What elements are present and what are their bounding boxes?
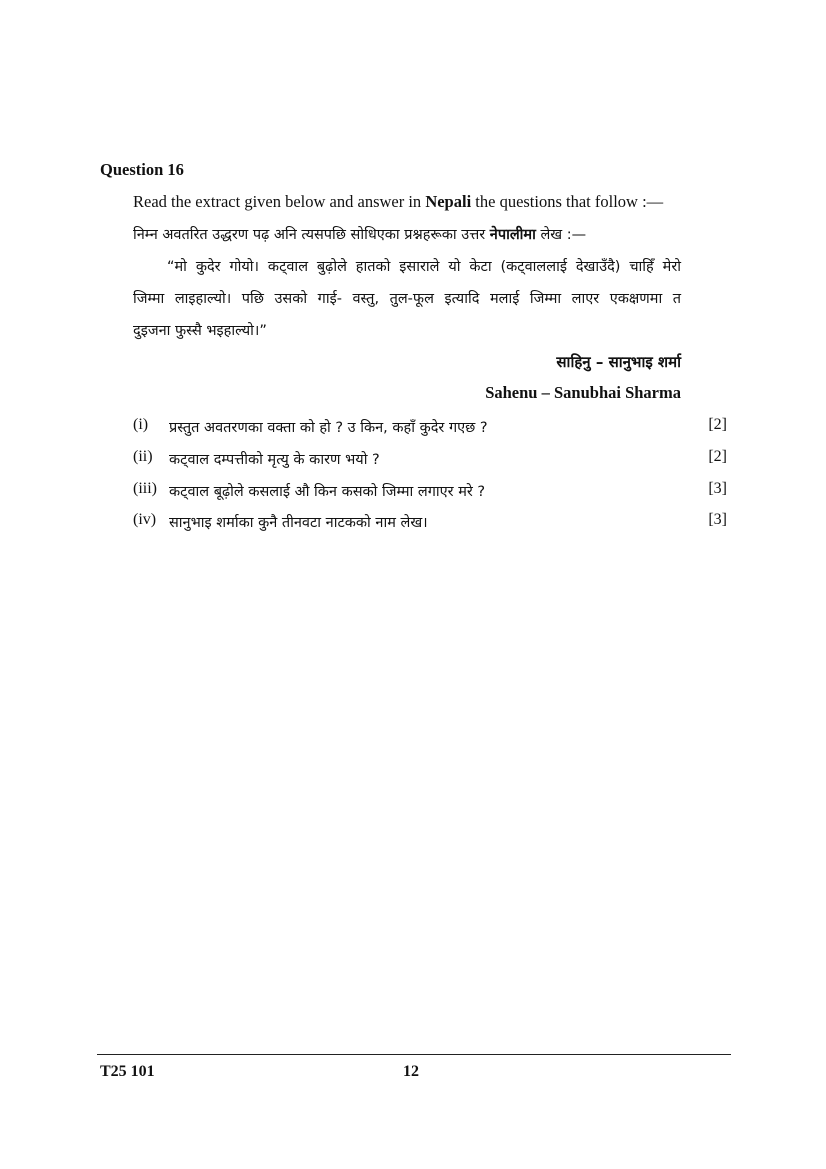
sub-question-marks: [3]	[708, 480, 727, 497]
source-attribution-english: Sahenu – Sanubhai Sharma	[485, 383, 681, 402]
extract-line-3: दुइजना फुस्सै भइहाल्यो।”	[133, 323, 267, 339]
instruction-nepali-emphasis: नेपालीमा	[489, 227, 536, 243]
sub-question-text: प्रस्तुत अवतरणका वक्ता को हो ? उ किन, कहाँ कुदेर गएछ ?	[169, 420, 488, 436]
instruction-nepali-tail: लेख :—	[535, 227, 587, 243]
sub-question	[133, 448, 727, 472]
source-attribution-nepali: साहिनु – सानुभाइ शर्मा	[556, 353, 681, 371]
sub-question-text: सानुभाइ शर्माका कुनै तीनवटा नाटकको नाम लेख।	[169, 515, 428, 531]
sub-question-number: (iv)	[133, 511, 157, 528]
sub-question-marks: [2]	[708, 448, 727, 465]
sub-question	[133, 416, 727, 440]
sub-question-marks: [2]	[708, 416, 727, 433]
extract-line-2: जिम्मा लाइहाल्यो। पछि उसको गाई- वस्तु, तुल-फूल इत्यादि मलाई जिम्मा लाएर एकक्षणमा त	[133, 291, 681, 307]
instruction-english-tail: the questions that follow :—	[471, 192, 664, 211]
sub-question-number: (iii)	[133, 480, 157, 497]
instruction-nepali-text: निम्न अवतरित उद्धरण पढ़ अनि त्यसपछि सोधिएका प्रश्नहरूका उत्तर	[133, 227, 490, 243]
instruction-english-text: Read the extract given below and answer in	[133, 192, 426, 211]
extract-line-1: “मो कुदेर गोयो। कट्‌वाल बुढ़ोले हातको इसाराले यो केटा (कट्‌वाललाई देखाउँदै) चाहिँ मेरो	[167, 259, 681, 275]
paper-code: T25 101	[100, 1063, 155, 1080]
question-title: Question 16	[100, 160, 184, 179]
instruction-english-emphasis: Nepali	[425, 192, 472, 211]
sub-question-text: कट्‌वाल बूढ़ोले कसलाई औ किन कसको जिम्मा लगाएर मरे ?	[169, 484, 486, 500]
page-number: 12	[403, 1063, 419, 1080]
sub-question-number: (ii)	[133, 448, 153, 465]
instruction-english	[133, 192, 663, 212]
footer-divider	[97, 1054, 731, 1055]
sub-question-text: कट्‌वाल दम्पत्तीको मृत्यु के कारण भयो ?	[169, 452, 380, 468]
sub-question-marks: [3]	[708, 511, 727, 528]
sub-question	[133, 480, 727, 504]
sub-question-number: (i)	[133, 416, 149, 433]
sub-question	[133, 511, 727, 535]
instruction-nepali	[133, 224, 586, 244]
